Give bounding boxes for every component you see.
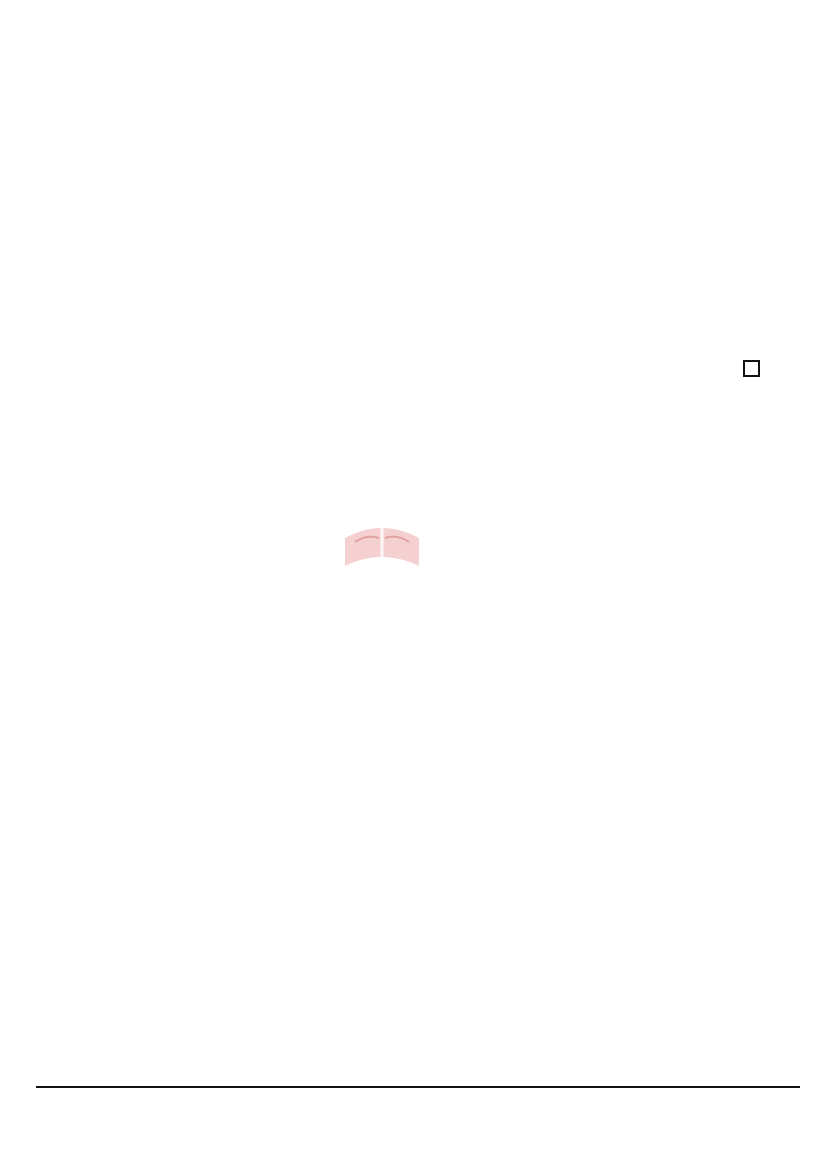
watermark	[262, 508, 582, 658]
archive-logo-icon	[337, 508, 427, 578]
decorative-border	[28, 88, 800, 112]
section-heading	[733, 360, 760, 377]
footer-divider	[36, 1086, 800, 1088]
square-bullet-icon	[743, 360, 760, 377]
